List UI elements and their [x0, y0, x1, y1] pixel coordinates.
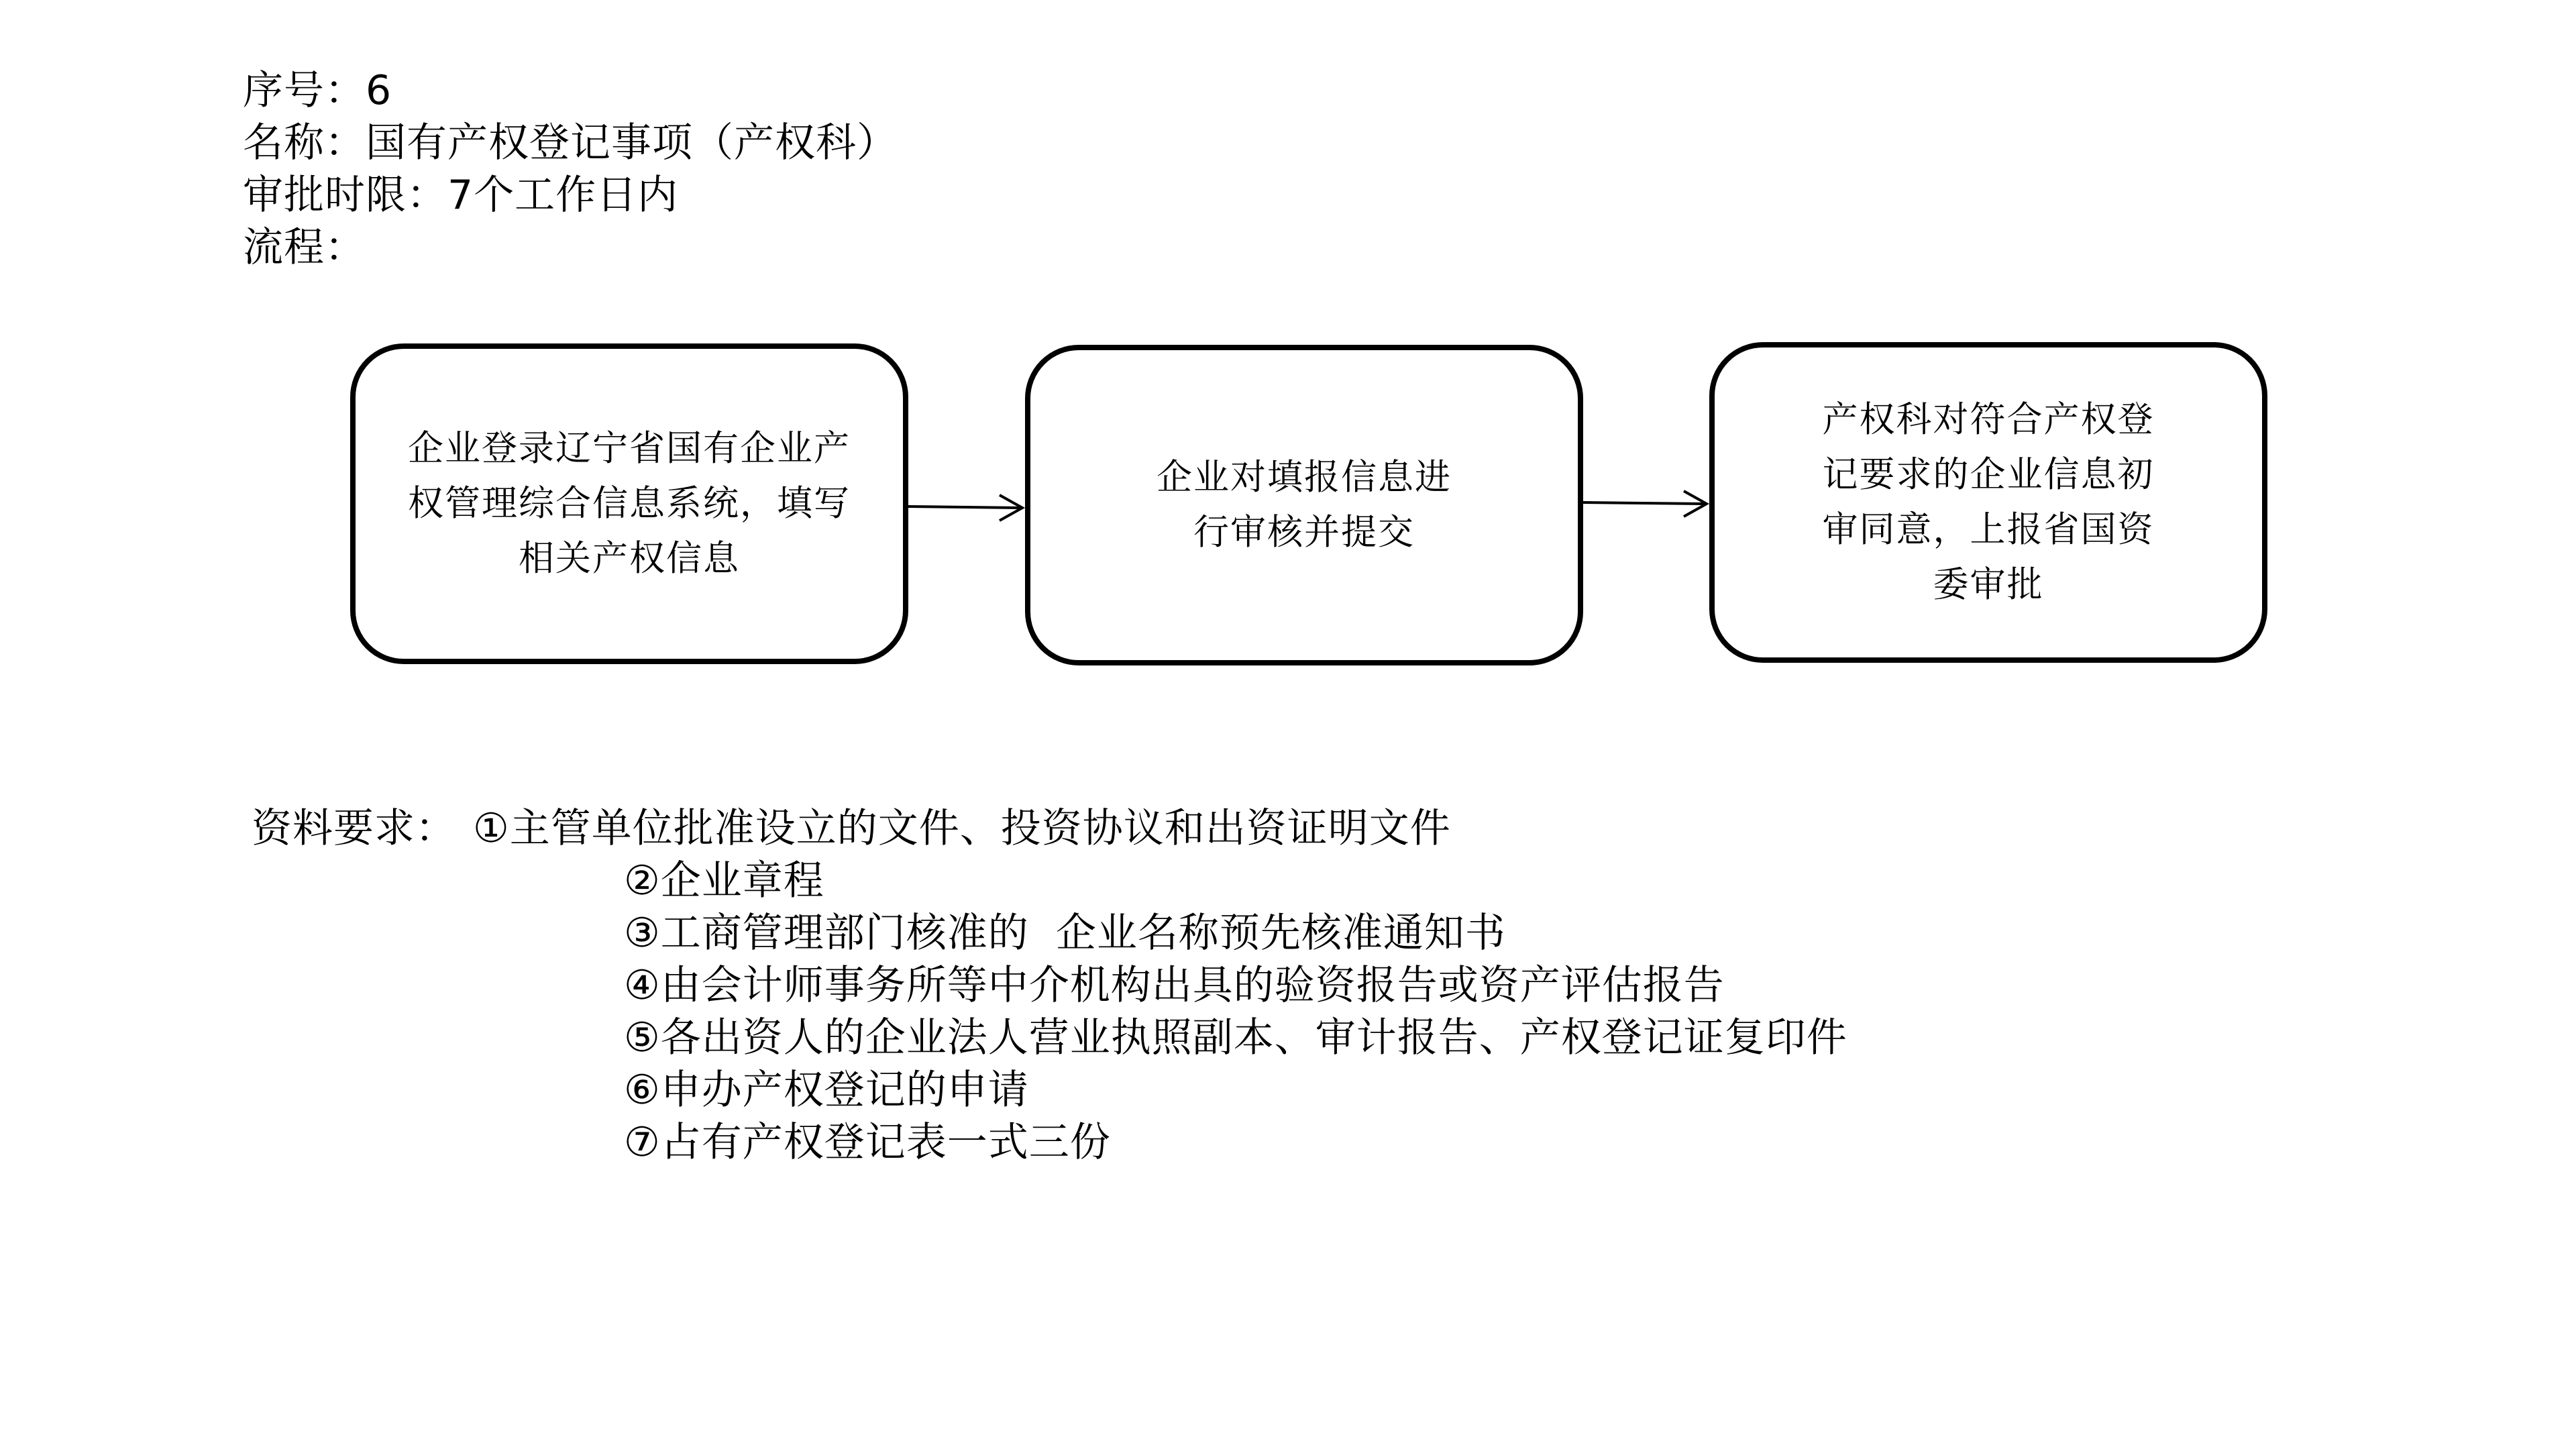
flow-step-1	[350, 343, 908, 664]
material-row-6	[252, 1064, 1847, 1116]
material-item: ①主管单位批准设立的文件、投资协议和出资证明文件	[473, 805, 1451, 852]
flow-step-3	[1709, 342, 2267, 663]
material-item: ⑦占有产权登记表一式三份	[624, 1119, 1111, 1166]
material-row-1	[252, 802, 1847, 855]
flow-arrow-2	[1583, 491, 1707, 517]
material-row-5	[252, 1012, 1847, 1064]
flow-step-2	[1025, 345, 1583, 665]
item-name: 名称：国有产权登记事项（产权科）	[243, 119, 898, 166]
material-item: ⑤各出资人的企业法人营业执照副本、审计报告、产权登记证复印件	[624, 1014, 1847, 1061]
material-item: ③工商管理部门核准的 企业名称预先核准通知书	[624, 910, 1506, 957]
material-item: ②企业章程	[624, 857, 824, 904]
material-row-2	[252, 855, 1847, 907]
flow-step-2-text: 企业对填报信息进行审核并提交	[1157, 457, 1452, 553]
materials-label: 资料要求：	[252, 805, 456, 852]
serial-number: 序号：6	[243, 67, 392, 114]
material-item: ⑥申办产权登记的申请	[624, 1067, 1029, 1114]
material-row-4	[252, 959, 1847, 1012]
process-label: 流程：	[243, 224, 366, 271]
flow-step-3-text: 产权科对符合产权登记要求的企业信息初审同意，上报省国资委审批	[1822, 399, 2155, 605]
flow-arrow-1	[908, 495, 1022, 521]
material-row-7	[252, 1116, 1847, 1169]
material-item: ④由会计师事务所等中介机构出具的验资报告或资产评估报告	[624, 962, 1725, 1009]
material-requirements	[252, 802, 1847, 1169]
approval-time-limit: 审批时限：7个工作日内	[243, 172, 679, 219]
flow-step-1-text: 企业登录辽宁省国有企业产权管理综合信息系统，填写相关产权信息	[408, 428, 851, 579]
material-row-3	[252, 907, 1847, 959]
